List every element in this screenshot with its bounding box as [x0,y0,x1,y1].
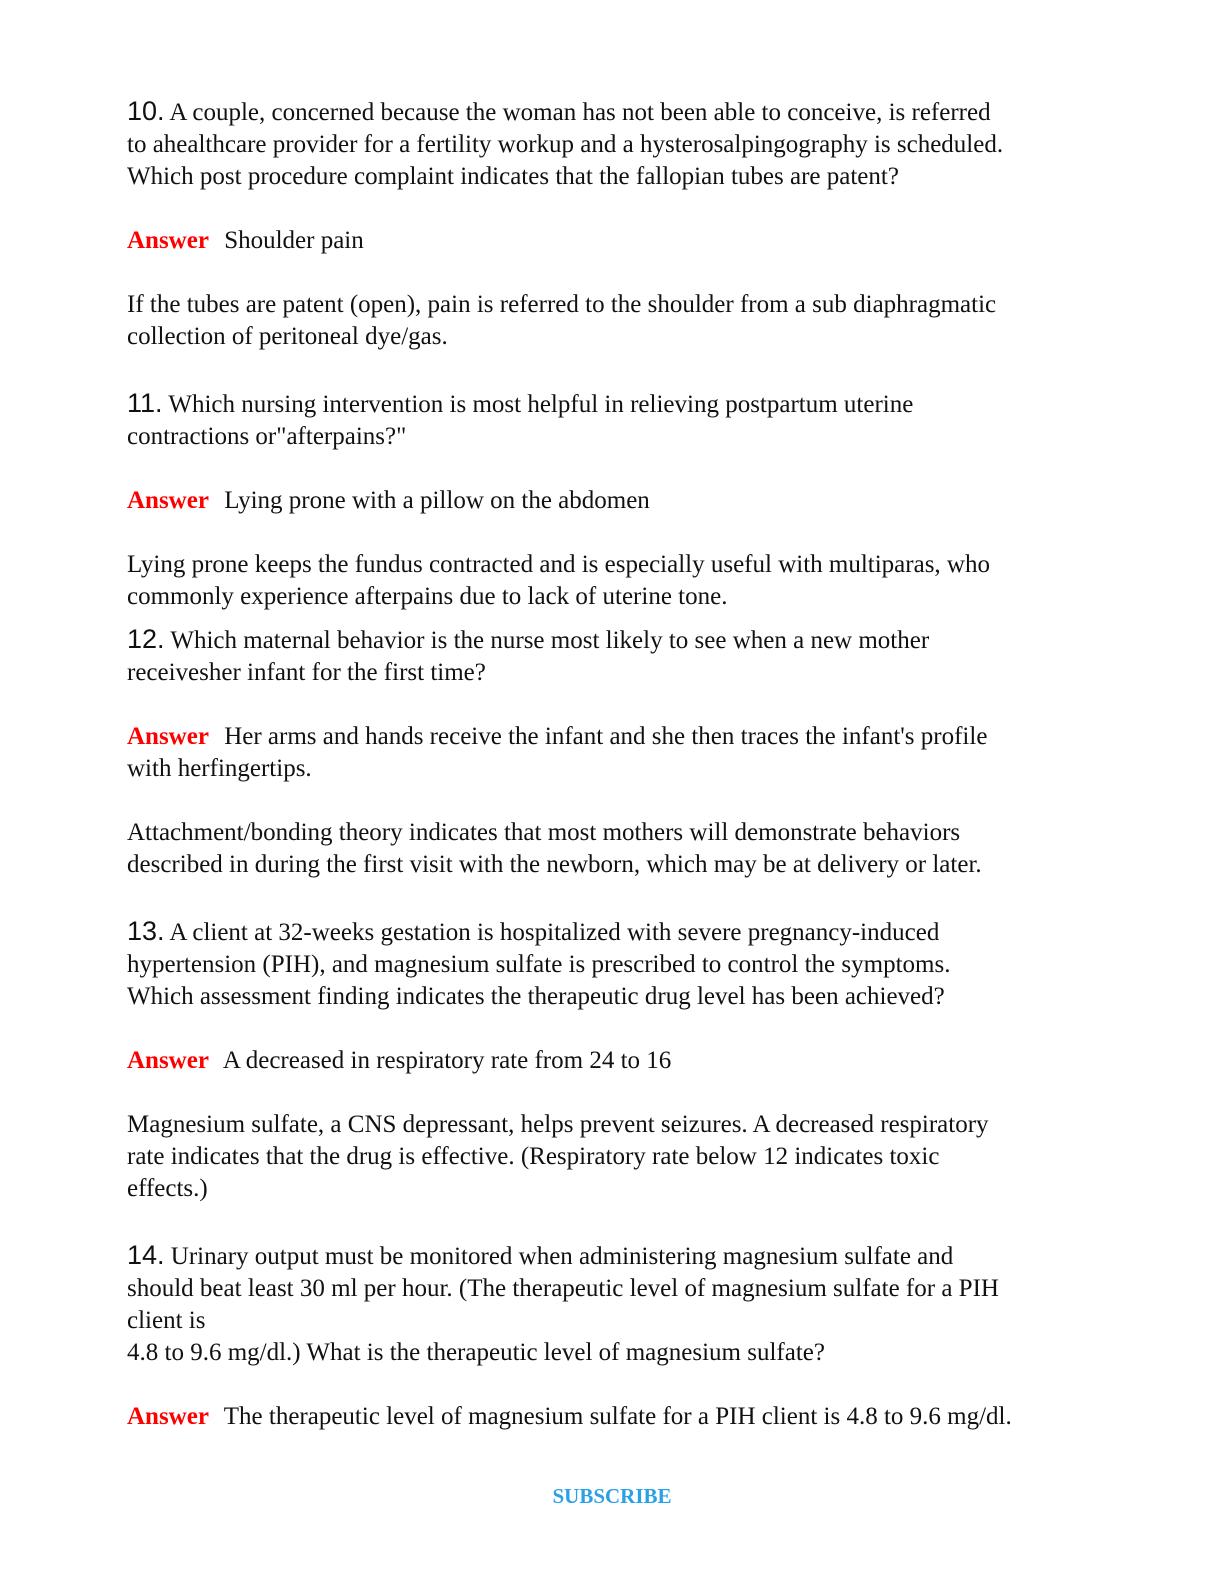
answer-label: Answer [127,1403,209,1430]
question-block-14 [127,1239,1117,1433]
question-line: Which post procedure complaint indicates that the fallopian tubes are patent? [127,163,899,190]
question-line: Which nursing intervention is most helpful in relieving postpartum uterine [168,391,914,418]
answer-line: A decreased in respiratory rate from 24 to 16 [222,1047,672,1074]
question-text [127,1239,1117,1369]
answer-line: Her arms and hands receive the infant and she then traces the infant's profile [224,723,988,750]
question-number: 10. [127,96,165,126]
rationale-line: Magnesium sulfate, a CNS depressant, helps prevent seizures. A decreased respiratory [127,1111,989,1138]
answer-text [127,1045,1117,1077]
rationale-line: commonly experience afterpains due to lack of uterine tone. [127,583,728,610]
question-text [127,915,1117,1013]
answer-line: Shoulder pain [224,227,364,254]
question-block-12 [127,623,1117,881]
answer-label: Answer [127,723,209,750]
question-line: should beat least 30 ml per hour. (The therapeutic level of magnesium sulfate for a PIH [127,1275,999,1302]
question-block-10 [127,95,1117,353]
question-line: contractions or"afterpains?" [127,423,407,450]
rationale-text [127,817,1117,881]
answer-line: The therapeutic level of magnesium sulfate for a PIH client is 4.8 to 9.6 mg/dl. [223,1403,1012,1430]
answer-text [127,225,1117,257]
question-block-11 [127,387,1117,613]
question-number: 13. [127,916,165,946]
question-line: Urinary output must be monitored when administering magnesium sulfate and [170,1243,954,1270]
question-text [127,95,1117,193]
question-line: to ahealthcare provider for a fertility workup and a hysterosalpingography is scheduled. [127,131,1004,158]
question-text [127,387,1117,453]
answer-line: Lying prone with a pillow on the abdomen [224,487,650,514]
question-number: 12. [127,624,165,654]
rationale-line: effects.) [127,1175,208,1202]
rationale-text [127,549,1117,613]
rationale-line: rate indicates that the drug is effective. (Respiratory rate below 12 indicates toxic [127,1143,940,1170]
answer-line: with herfingertips. [127,755,312,782]
subscribe-link[interactable]: SUBSCRIBE [552,1484,672,1508]
question-number: 11. [127,388,163,418]
question-line: A couple, concerned because the woman has not been able to conceive, is referred [169,99,991,126]
answer-text [127,1401,1117,1433]
answer-text [127,721,1117,785]
question-text [127,623,1117,689]
rationale-line: If the tubes are patent (open), pain is referred to the shoulder from a sub diaphragmatic [127,291,997,318]
rationale-line: described in during the first visit with the newborn, which may be at delivery or later. [127,851,982,878]
question-number: 14. [127,1240,165,1270]
question-line: 4.8 to 9.6 mg/dl.) What is the therapeutic level of magnesium sulfate? [127,1339,825,1366]
footer [0,1484,1224,1509]
question-line: A client at 32-weeks gestation is hospitalized with severe pregnancy-induced [169,919,940,946]
question-line: Which maternal behavior is the nurse most likely to see when a new mother [170,627,930,654]
rationale-text [127,289,1117,353]
rationale-line: Lying prone keeps the fundus contracted and is especially useful with multiparas, who [127,551,990,578]
document-page [127,95,1117,1433]
rationale-line: collection of peritoneal dye/gas. [127,323,448,350]
answer-text [127,485,1117,517]
question-line: hypertension (PIH), and magnesium sulfate is prescribed to control the symptoms. [127,951,951,978]
question-block-13 [127,915,1117,1205]
question-line: receivesher infant for the first time? [127,659,486,686]
answer-label: Answer [127,1047,209,1074]
rationale-line: Attachment/bonding theory indicates that most mothers will demonstrate behaviors [127,819,961,846]
question-line: client is [127,1307,206,1334]
rationale-text [127,1109,1117,1205]
answer-label: Answer [127,487,209,514]
question-line: Which assessment finding indicates the therapeutic drug level has been achieved? [127,983,945,1010]
answer-label: Answer [127,227,209,254]
